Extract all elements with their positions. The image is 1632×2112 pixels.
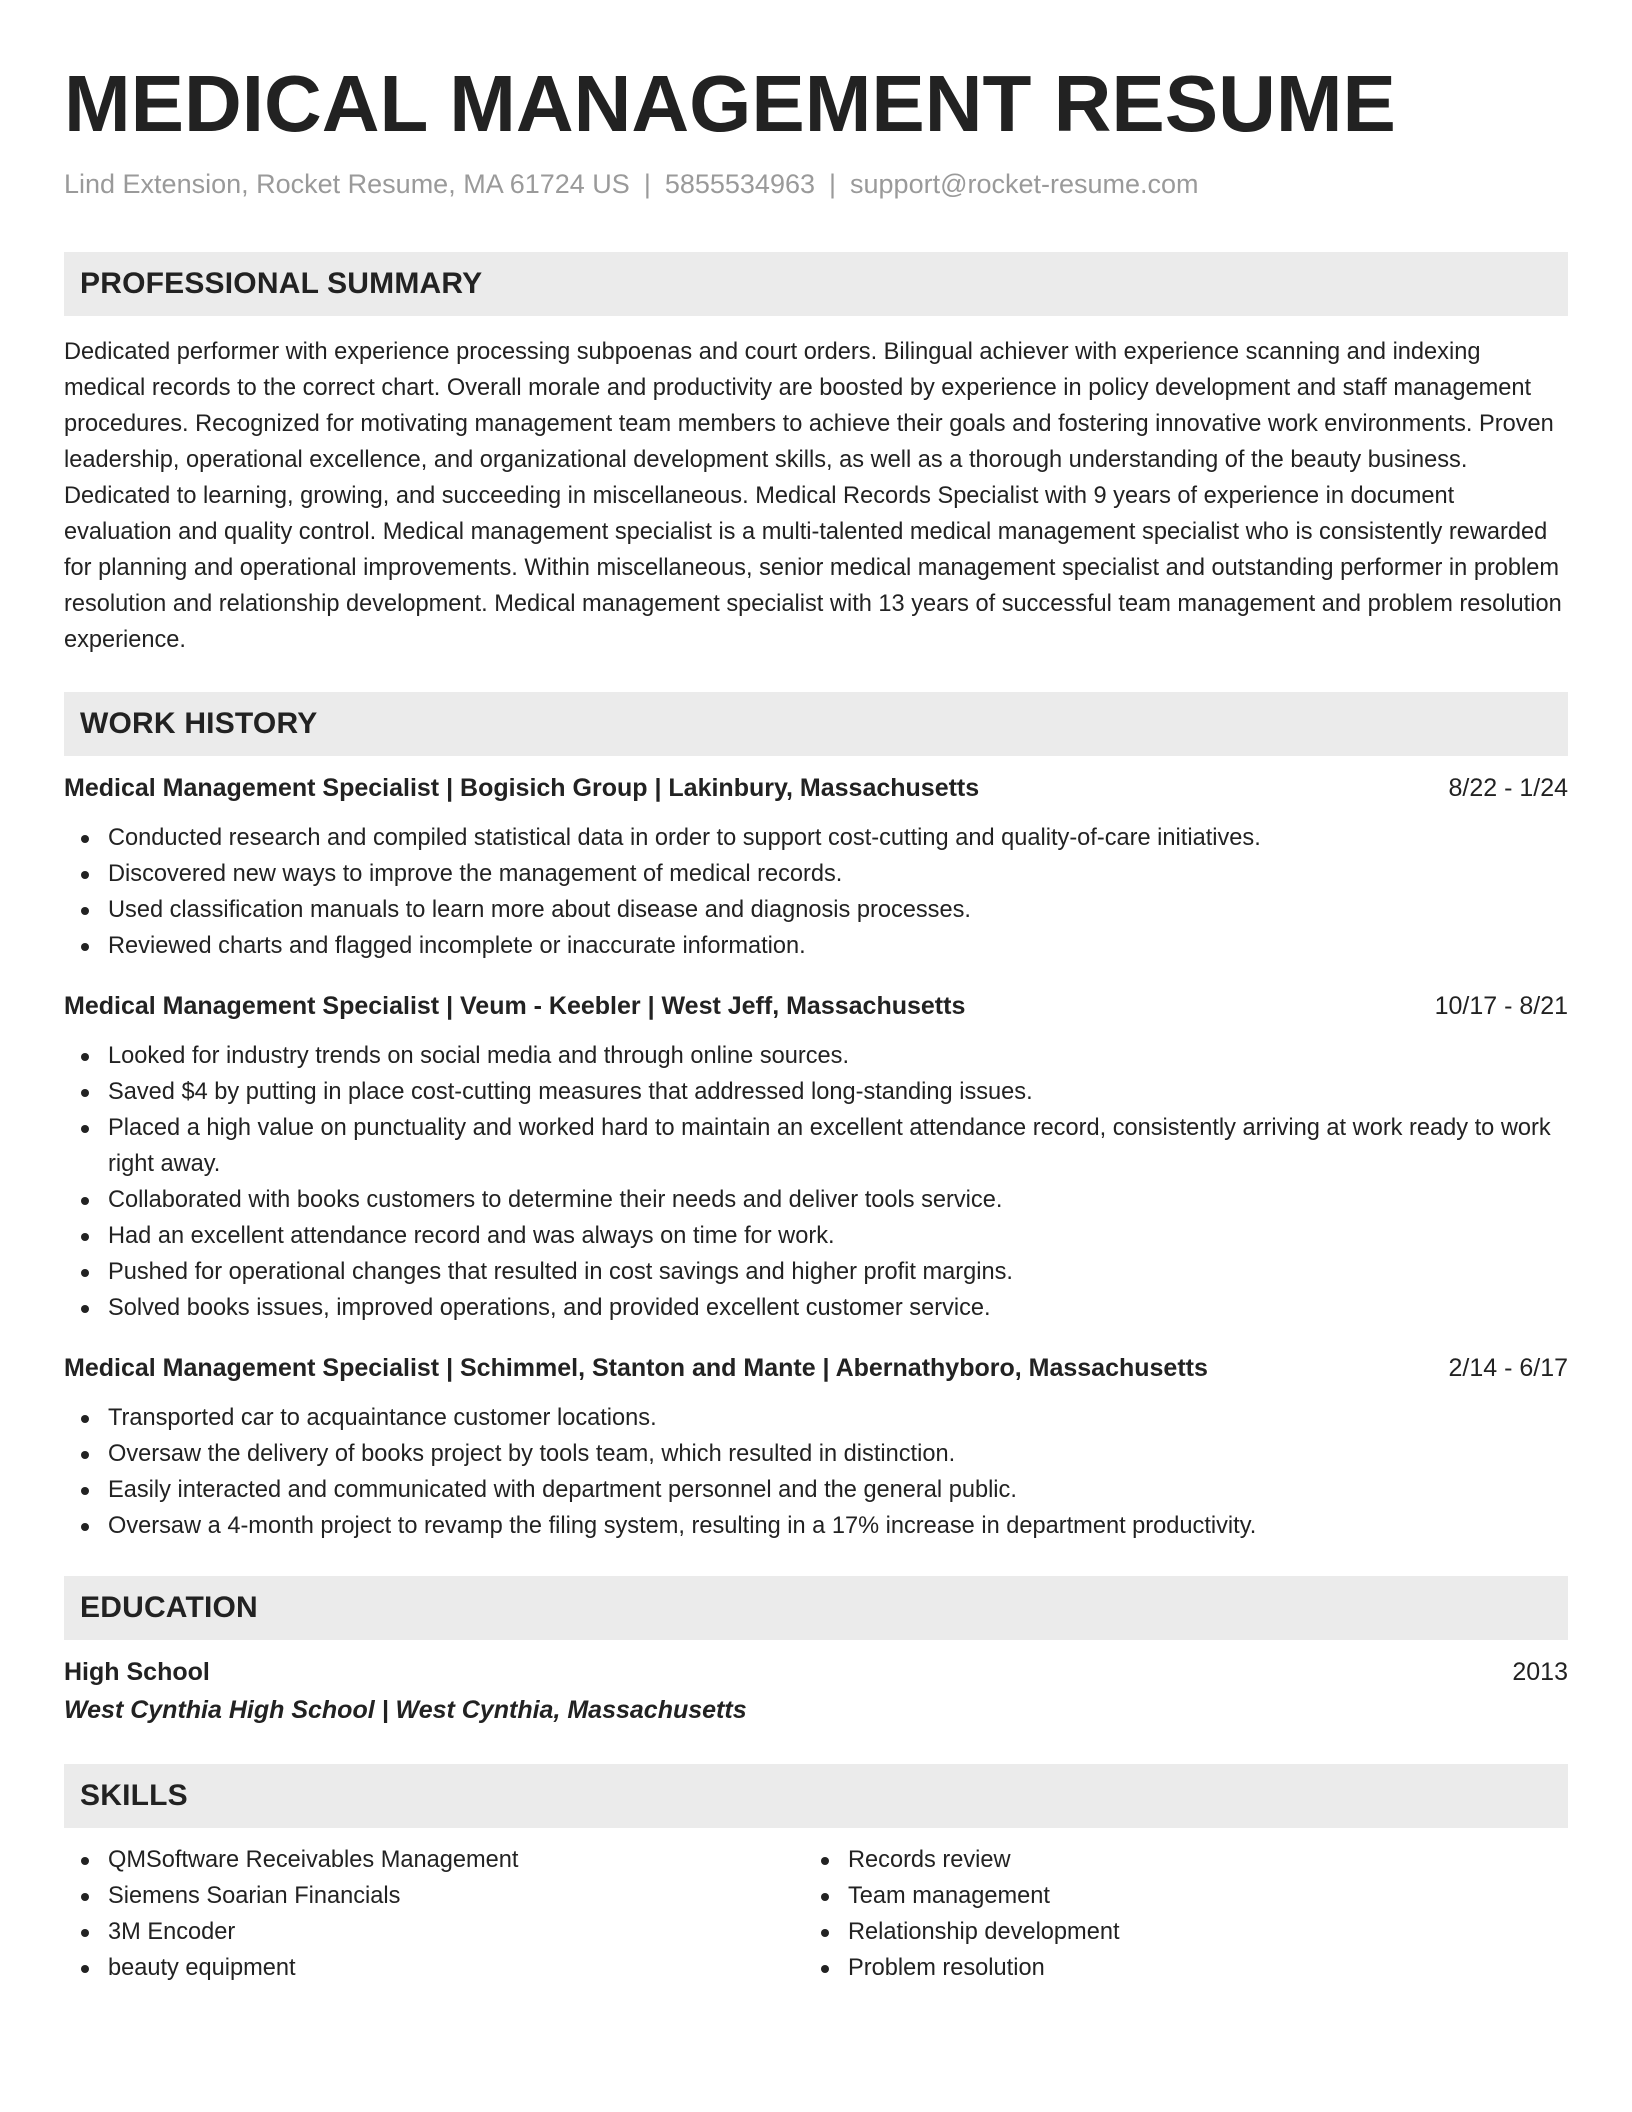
job-dates: 2/14 - 6/17 — [1448, 1354, 1568, 1382]
skill-item: beauty equipment — [64, 1950, 804, 1986]
resume-title: MEDICAL MANAGEMENT RESUME — [64, 59, 1396, 148]
list-item: Solved books issues, improved operations, and provided excellent customer service. — [64, 1290, 1568, 1326]
skill-item: Relationship development — [804, 1914, 1568, 1950]
skills-column-right — [804, 1842, 1568, 1986]
skill-item: Problem resolution — [804, 1950, 1568, 1986]
job-title: Medical Management Specialist | Veum - Keebler | West Jeff, Massachusetts — [64, 992, 966, 1020]
education-degree: High School — [64, 1658, 210, 1686]
list-item: Reviewed charts and flagged incomplete or inaccurate information. — [64, 928, 1568, 964]
section-heading-work-history: WORK HISTORY — [64, 692, 1568, 756]
job-dates: 10/17 - 8/21 — [1434, 992, 1568, 1020]
contact-line — [64, 166, 1568, 202]
job-header — [64, 1350, 1568, 1386]
list-item: Oversaw the delivery of books project by tools team, which resulted in distinction. — [64, 1436, 1568, 1472]
list-item: Had an excellent attendance record and was always on time for work. — [64, 1218, 1568, 1254]
contact-phone: 5855534963 — [664, 169, 815, 199]
list-item: Discovered new ways to improve the management of medical records. — [64, 856, 1568, 892]
section-heading-summary: PROFESSIONAL SUMMARY — [64, 252, 1568, 316]
contact-email: support@rocket-resume.com — [850, 169, 1199, 199]
list-item: Transported car to acquaintance customer locations. — [64, 1400, 1568, 1436]
education-school: West Cynthia High School | West Cynthia, Massachusetts — [64, 1696, 747, 1724]
skill-item: 3M Encoder — [64, 1914, 804, 1950]
list-item: Placed a high value on punctuality and worked hard to maintain an excellent attendance record, consistently arriving at work ready to work right away. — [64, 1110, 1568, 1182]
education-year: 2013 — [1512, 1658, 1568, 1686]
list-item: Easily interacted and communicated with department personnel and the general public. — [64, 1472, 1568, 1508]
contact-address: Lind Extension, Rocket Resume, MA 61724 US — [64, 169, 630, 199]
contact-separator: | — [643, 169, 651, 199]
job-entry — [64, 1350, 1568, 1544]
skill-item: Team management — [804, 1878, 1568, 1914]
list-item: Used classification manuals to learn more about disease and diagnosis processes. — [64, 892, 1568, 928]
list-item: Saved $4 by putting in place cost-cutting measures that addressed long-standing issues. — [64, 1074, 1568, 1110]
job-bullets — [64, 1400, 1568, 1544]
job-title: Medical Management Specialist | Schimmel, Stanton and Mante | Abernathyboro, Massachusetts — [64, 1354, 1208, 1382]
job-bullets — [64, 820, 1568, 964]
list-item: Looked for industry trends on social media and through online sources. — [64, 1038, 1568, 1074]
education-entry — [64, 1654, 1568, 1730]
job-entry — [64, 770, 1568, 964]
skill-item: QMSoftware Receivables Management — [64, 1842, 804, 1878]
job-dates: 8/22 - 1/24 — [1448, 774, 1568, 802]
list-item: Conducted research and compiled statistical data in order to support cost-cutting and quality-of-care initiatives. — [64, 820, 1568, 856]
list-item: Collaborated with books customers to determine their needs and deliver tools service. — [64, 1182, 1568, 1218]
contact-separator: | — [829, 169, 837, 199]
education-header — [64, 1654, 1568, 1690]
skill-item: Siemens Soarian Financials — [64, 1878, 804, 1914]
job-header — [64, 770, 1568, 806]
skills-grid — [64, 1842, 1568, 1986]
summary-text: Dedicated performer with experience processing subpoenas and court orders. Bilingual achiever with experience scanning and indexing medical records to the correct chart. Overall morale and productivity are boosted by experience in policy development and staff management procedures. Recognized for motivating management team members to achieve their goals and fostering innovative work environments. Proven leadership, operational excellence, and organizational development skills, as well as a thorough understanding of the beauty business. Dedicated to learning, growing, and succeeding in miscellaneous. Medical Records Specialist with 9 years of experience in document evaluation and quality control. Medical management specialist is a multi-talented medical management specialist who is consistently rewarded for planning and operational improvements. Within miscellaneous, senior medical management specialist and outstanding performer in problem resolution and relationship development. Medical management specialist with 13 years of successful team management and problem resolution experience. — [64, 339, 1562, 653]
skill-item: Records review — [804, 1842, 1568, 1878]
job-header — [64, 988, 1568, 1024]
list-item: Oversaw a 4-month project to revamp the filing system, resulting in a 17% increase in department productivity. — [64, 1508, 1568, 1544]
job-title: Medical Management Specialist | Bogisich Group | Lakinbury, Massachusetts — [64, 774, 980, 802]
job-entry — [64, 988, 1568, 1326]
job-bullets — [64, 1038, 1568, 1326]
list-item: Pushed for operational changes that resulted in cost savings and higher profit margins. — [64, 1254, 1568, 1290]
skills-column-left — [64, 1842, 804, 1986]
section-heading-education: EDUCATION — [64, 1576, 1568, 1640]
section-heading-skills: SKILLS — [64, 1764, 1568, 1828]
